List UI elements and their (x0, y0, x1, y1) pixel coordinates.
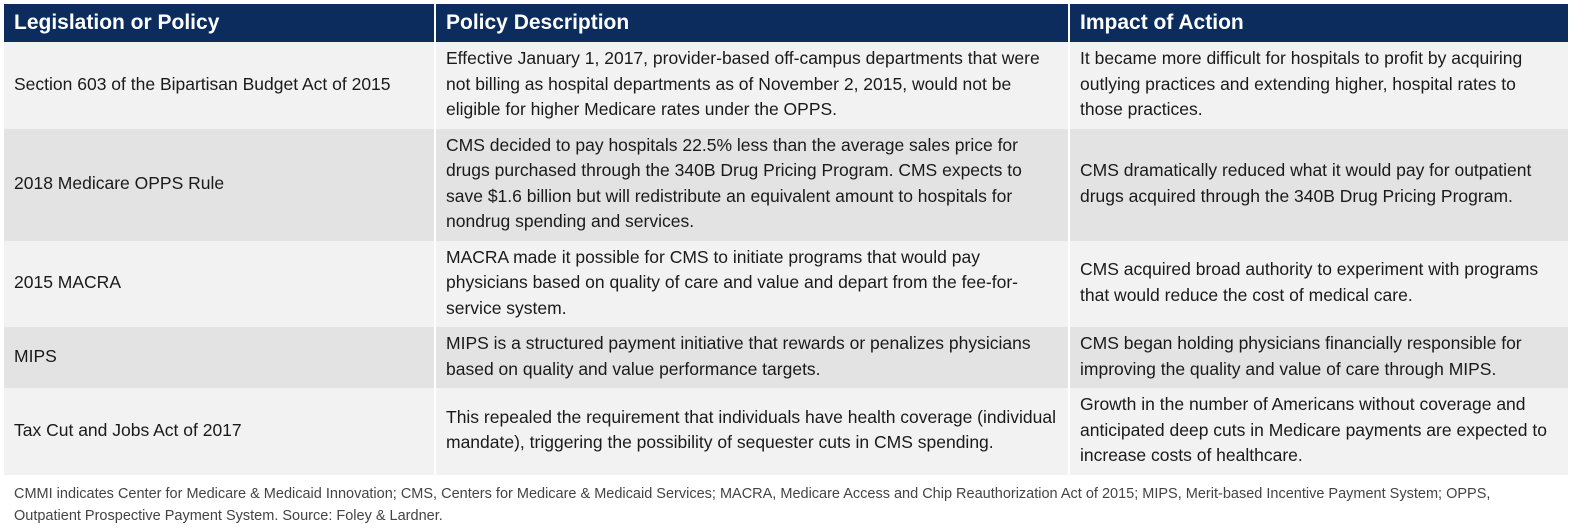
table-row (4, 327, 1568, 388)
header-row (4, 4, 1568, 42)
header-impact-of-action: Impact of Action (1069, 4, 1568, 42)
policy-table (4, 4, 1568, 475)
cell-policy: Section 603 of the Bipartisan Budget Act of 2015 (4, 42, 435, 129)
cell-policy: MIPS (4, 327, 435, 388)
table-row (4, 129, 1568, 241)
cell-impact: Growth in the number of Americans without coverage and anticipated deep cuts in Medicare payments are expected to increase costs of healthcare. (1069, 388, 1568, 475)
cell-description: Effective January 1, 2017, provider-based off-campus departments that were not billing as hospital departments as of November 2, 2015, would not be eligible for higher Medicare rates under the OPPS. (435, 42, 1069, 129)
header-policy-description: Policy Description (435, 4, 1069, 42)
cell-description: MACRA made it possible for CMS to initiate programs that would pay physicians based on quality of care and value and depart from the fee-for-service system. (435, 241, 1069, 328)
cell-impact: CMS dramatically reduced what it would pay for outpatient drugs acquired through the 340B Drug Pricing Program. (1069, 129, 1568, 241)
cell-impact: CMS acquired broad authority to experiment with programs that would reduce the cost of medical care. (1069, 241, 1568, 328)
table-row (4, 388, 1568, 475)
cell-policy: Tax Cut and Jobs Act of 2017 (4, 388, 435, 475)
cell-impact: It became more difficult for hospitals to profit by acquiring outlying practices and extending higher, hospital rates to those practices. (1069, 42, 1568, 129)
table-footnote: CMMI indicates Center for Medicare & Medicaid Innovation; CMS, Centers for Medicare & Medicaid Services; MACRA, Medicare Access and Chip Reauthorization Act of 2015; MIPS, Merit-based Incentive Payment System; OPPS, Outpatient Prospective Payment System. Source: Foley & Lardner. (14, 485, 1491, 524)
cell-impact: CMS began holding physicians financially responsible for improving the quality and value of care through MIPS. (1069, 327, 1568, 388)
cell-description: This repealed the requirement that individuals have health coverage (individual mandate), triggering the possibility of sequester cuts in CMS spending. (435, 388, 1069, 475)
table-header (4, 4, 1568, 42)
table-row (4, 241, 1568, 328)
table-body (4, 42, 1568, 475)
cell-description: CMS decided to pay hospitals 22.5% less than the average sales price for drugs purchased through the 340B Drug Pricing Program. CMS expects to save $1.6 billion but will redistribute an equivalent amount to hospitals for nondrug spending and services. (435, 129, 1069, 241)
cell-policy: 2018 Medicare OPPS Rule (4, 129, 435, 241)
table-row (4, 42, 1568, 129)
cell-description: MIPS is a structured payment initiative that rewards or penalizes physicians based on quality and value performance targets. (435, 327, 1069, 388)
cell-policy: 2015 MACRA (4, 241, 435, 328)
header-legislation-or-policy: Legislation or Policy (4, 4, 435, 42)
